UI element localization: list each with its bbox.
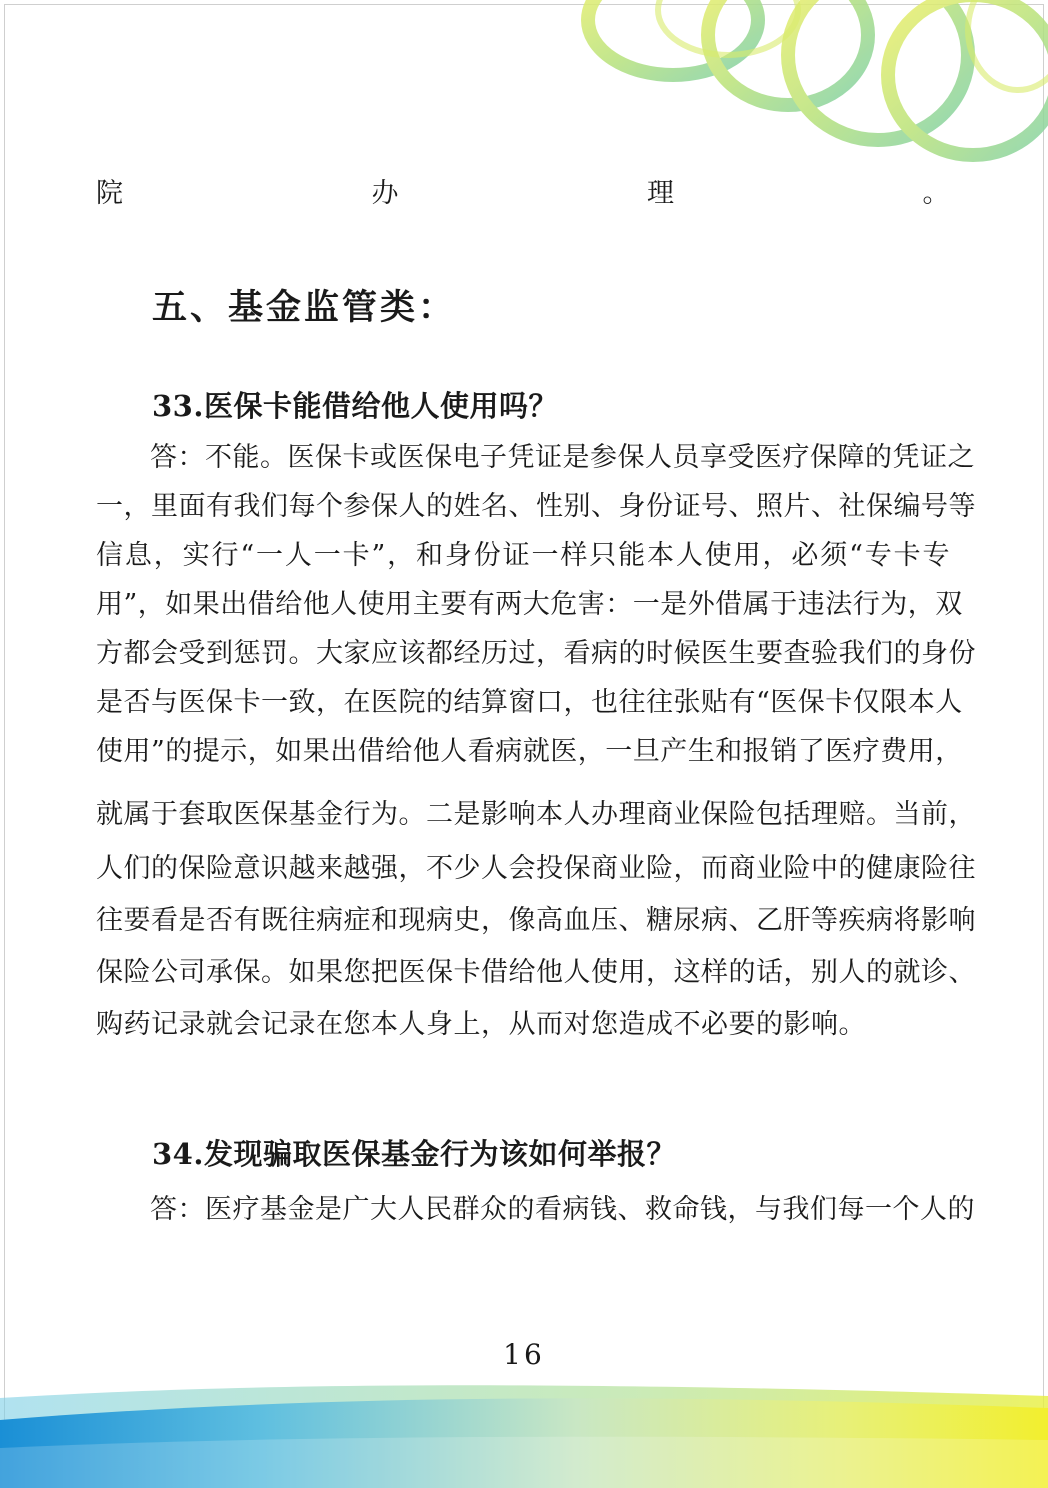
- q34-line: 答：医疗基金是广大人民群众的看病钱、救命钱，与我们每一个人的: [150, 1194, 975, 1225]
- q33-line: 保险公司承保。如果您把医保卡借给他人使用，这样的话，别人的就诊、: [96, 957, 976, 988]
- q33-line: 答：不能。医保卡或医保电子凭证是参保人员享受医疗保障的凭证之: [150, 442, 975, 473]
- question-33-title: 33.医保卡能借给他人使用吗？: [152, 389, 558, 423]
- q33-line: 往要看是否有既往病症和现病史，像高血压、糖尿病、乙肝等疾病将影响: [96, 905, 976, 936]
- q33-line: 信息，实行“一人一卡”，和身份证一样只能本人使用，必须“专卡专: [96, 540, 950, 571]
- q33-line: 购药记录就会记录在您本人身上，从而对您造成不必要的影响。: [96, 1009, 866, 1040]
- section-heading: 五、基金监管类：: [152, 288, 457, 328]
- q33-line: 一，里面有我们每个参保人的姓名、性别、身份证号、照片、社保编号等: [96, 491, 976, 522]
- q33-line: 使用”的提示，如果出借给他人看病就医，一旦产生和报销了医疗费用，: [96, 736, 963, 767]
- q33-line: 用”，如果出借给他人使用主要有两大危害：一是外借属于违法行为，双: [96, 589, 963, 620]
- q33-line: 人们的保险意识越来越强，不少人会投保商业险，而商业险中的健康险往: [96, 853, 976, 884]
- intro-line: 院办理。: [96, 178, 950, 209]
- q33-line: 方都会受到惩罚。大家应该都经历过，看病的时候医生要查验我们的身份: [96, 638, 976, 669]
- decorative-wave-bottom: [0, 1378, 1048, 1488]
- q33-line: 是否与医保卡一致，在医院的结算窗口，也往往张贴有“医保卡仅限本人: [96, 687, 963, 718]
- page-number: 16: [503, 1338, 545, 1371]
- q33-line: 就属于套取医保基金行为。二是影响本人办理商业保险包括理赔。当前，: [96, 799, 976, 830]
- question-34-title: 34.发现骗取医保基金行为该如何举报？: [152, 1137, 676, 1171]
- decorative-rings-top: [578, 0, 1048, 170]
